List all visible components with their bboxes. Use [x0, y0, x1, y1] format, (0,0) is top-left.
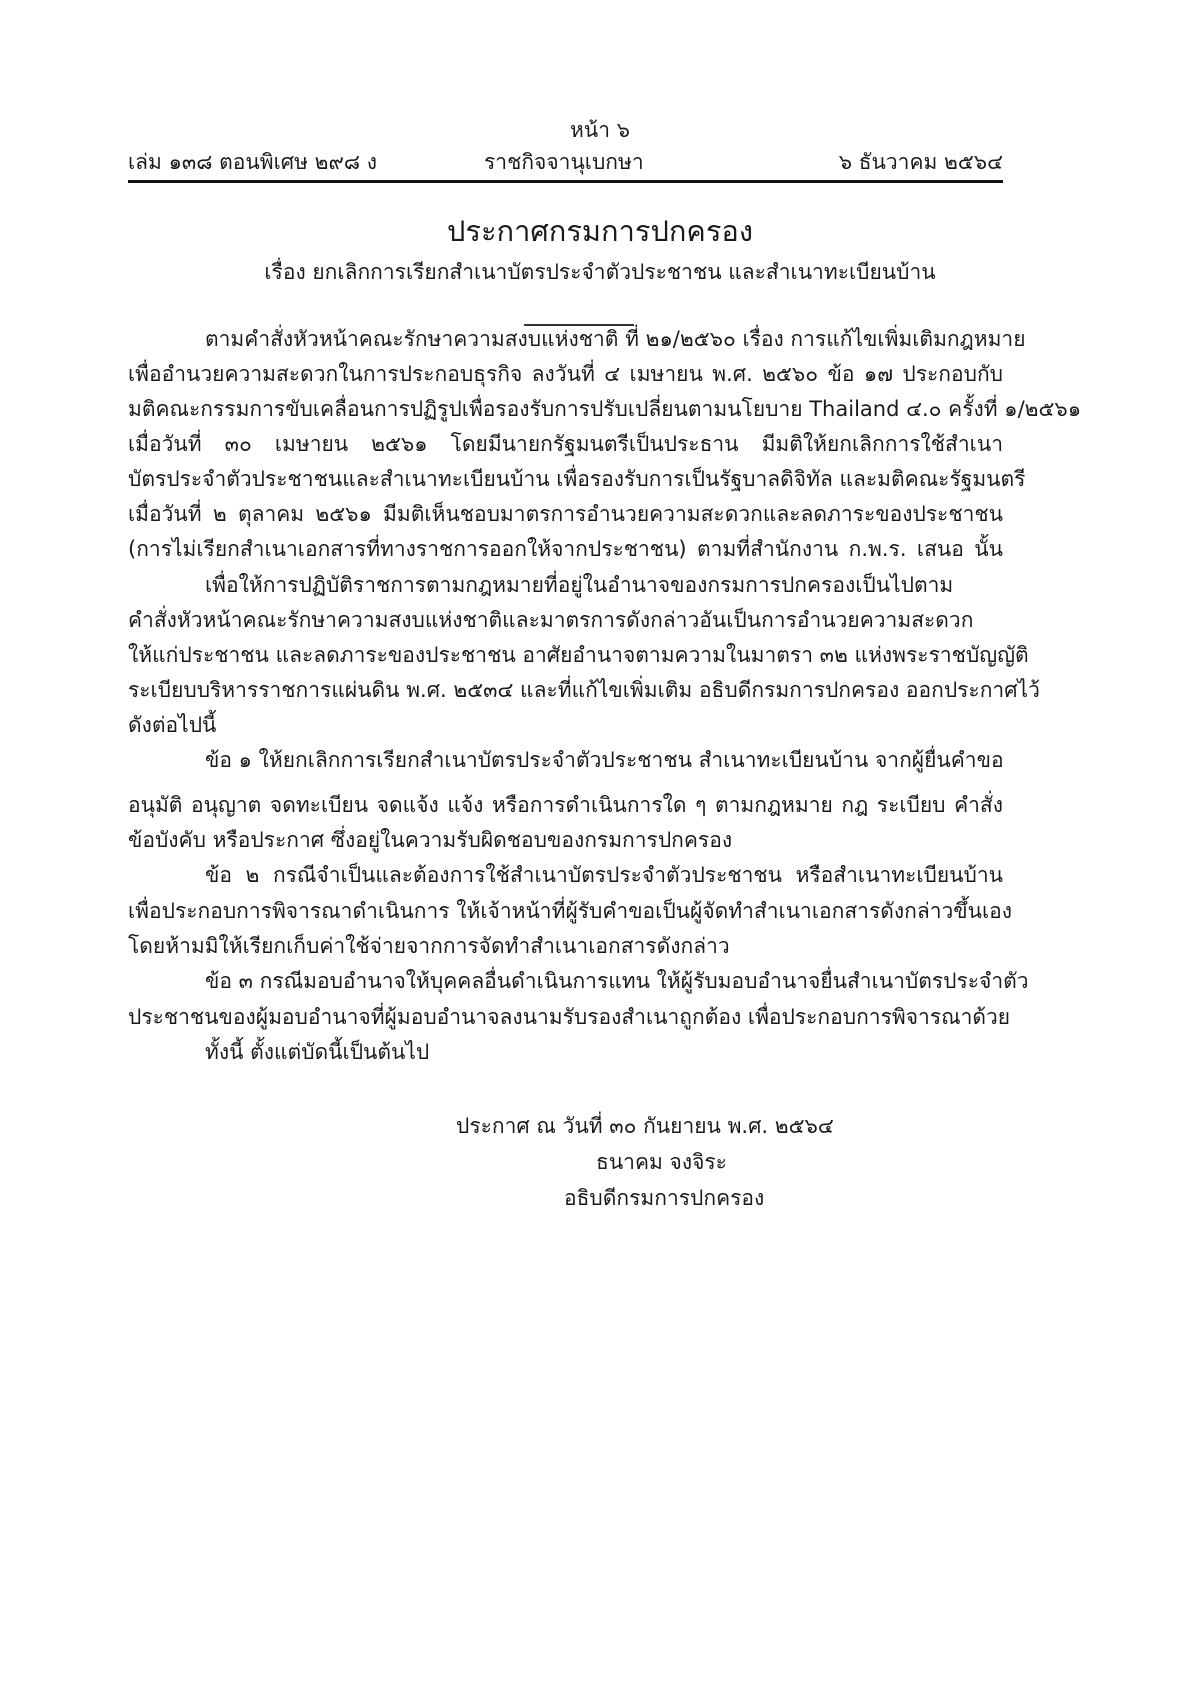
body-line: เพื่อประกอบการพิจารณาดำเนินการ ให้เจ้าหน้าที่ผู้รับคำขอเป็นผู้จัดทำสำเนาเอกสารดังกล่าวขึ้นเอง	[128, 899, 1013, 923]
gazette-volume: เล่ม ๑๓๘ ตอนพิเศษ ๒๙๘ ง	[128, 150, 377, 174]
body-line: ตามคำสั่งหัวหน้าคณะรักษาความสงบแห่งชาติ ที่ ๒๑/๒๕๖๐ เรื่อง การแก้ไขเพิ่มเติมกฎหมาย	[205, 327, 1026, 351]
body-line: คำสั่งหัวหน้าคณะรักษาความสงบแห่งชาติและมาตรการดังกล่าวอันเป็นการอำนวยความสะดวก	[128, 608, 974, 632]
body-line: ข้อ ๓ กรณีมอบอำนาจให้บุคคลอื่นดำเนินการแทน ให้ผู้รับมอบอำนาจยื่นสำเนาบัตรประจำตัว	[205, 969, 1029, 993]
body-line: อนุมัติ อนุญาต จดทะเบียน จดแจ้ง แจ้ง หรือการดำเนินการใด ๆ ตามกฎหมาย กฎ ระเบียบ คำสั่ง	[128, 793, 1003, 817]
gazette-name: ราชกิจจานุเบกษา	[484, 150, 644, 174]
signatory-position: อธิบดีกรมการปกครอง	[564, 1186, 765, 1210]
announcement-date: ประกาศ ณ วันที่ ๓๐ กันยายน พ.ศ. ๒๕๖๔	[456, 1114, 834, 1138]
body-line: โดยห้ามมิให้เรียกเก็บค่าใช้จ่ายจากการจัดทำสำเนาเอกสารดังกล่าว	[128, 934, 730, 958]
body-line: มติคณะกรรมการขับเคลื่อนการปฏิรูปเพื่อรองรับการปรับเปลี่ยนตามนโยบาย Thailand ๔.๐ ครั้งที่ ๑/๒๕๖๑	[128, 397, 1082, 421]
document-title: ประกาศกรมการปกครอง	[446, 214, 753, 248]
signatory-name: ธนาคม จงจิระ	[596, 1150, 727, 1174]
page-number: หน้า ๖	[570, 118, 630, 142]
body-line: เมื่อวันที่ ๒ ตุลาคม ๒๕๖๑ มีมติเห็นชอบมาตรการอำนวยความสะดวกและลดภาระของประชาชน	[128, 502, 1003, 526]
body-line: (การไม่เรียกสำเนาเอกสารที่ทางราชการออกให้จากประชาชน) ตามที่สำนักงาน ก.พ.ร. เสนอ นั้น	[128, 537, 1003, 561]
body-line: เพื่ออำนวยความสะดวกในการประกอบธุรกิจ ลงวันที่ ๔ เมษายน พ.ศ. ๒๕๖๐ ข้อ ๑๗ ประกอบกับ	[128, 362, 1003, 386]
body-line: ข้อบังคับ หรือประกาศ ซึ่งอยู่ในความรับผิดชอบของกรมการปกครอง	[128, 828, 733, 852]
body-line: ให้แก่ประชาชน และลดภาระของประชาชน อาศัยอำนาจตามความในมาตรา ๓๒ แห่งพระราชบัญญัติ	[128, 643, 1029, 667]
body-line: ระเบียบบริหารราชการแผ่นดิน พ.ศ. ๒๕๓๔ และที่แก้ไขเพิ่มเติม อธิบดีกรมการปกครอง ออกประกาศไว้	[128, 678, 1040, 702]
document-subject: เรื่อง ยกเลิกการเรียกสำเนาบัตรประจำตัวประชาชน และสำเนาทะเบียนบ้าน	[264, 260, 936, 284]
body-line: ประชาชนของผู้มอบอำนาจที่ผู้มอบอำนาจลงนามรับรองสำเนาถูกต้อง เพื่อประกอบการพิจารณาด้วย	[128, 1005, 1011, 1029]
body-line: เมื่อวันที่ ๓๐ เมษายน ๒๕๖๑ โดยมีนายกรัฐมนตรีเป็นประธาน มีมติให้ยกเลิกการใช้สำเนา	[128, 432, 1003, 456]
body-line: ทั้งนี้ ตั้งแต่บัดนี้เป็นต้นไป	[205, 1040, 430, 1064]
body-line: ดังต่อไปนี้	[128, 713, 217, 737]
body-line: ข้อ ๑ ให้ยกเลิกการเรียกสำเนาบัตรประจำตัวประชาชน สำเนาทะเบียนบ้าน จากผู้ยื่นคำขอ	[205, 748, 1004, 772]
body-line: บัตรประจำตัวประชาชนและสำเนาทะเบียนบ้าน เพื่อรองรับการเป็นรัฐบาลดิจิทัล และมติคณะรัฐมนตรี	[128, 467, 1026, 491]
body-line: ข้อ ๒ กรณีจำเป็นและต้องการใช้สำเนาบัตรประจำตัวประชาชน หรือสำเนาทะเบียนบ้าน	[205, 863, 1003, 887]
body-line: เพื่อให้การปฏิบัติราชการตามกฎหมายที่อยู่ในอำนาจของกรมการปกครองเป็นไปตาม	[205, 573, 954, 597]
header-divider	[128, 180, 1003, 183]
gazette-date: ๖ ธันวาคม ๒๕๖๔	[838, 150, 1003, 174]
